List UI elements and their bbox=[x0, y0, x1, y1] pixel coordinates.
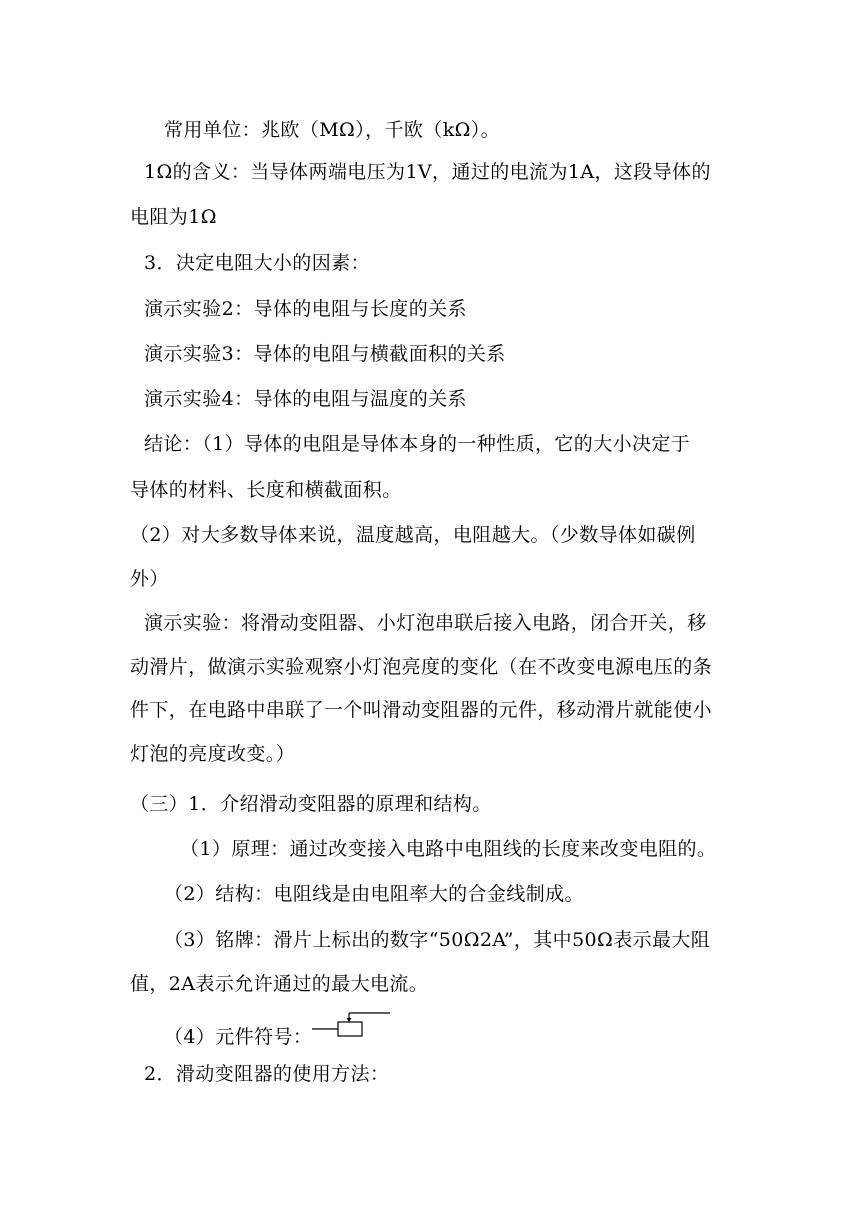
text-line-nameplate: （3）铭牌：滑片上标出的数字“50Ω2A”，其中50Ω表示最大阻 bbox=[164, 929, 711, 951]
text-line-units: 常用单位：兆欧（MΩ），千欧（kΩ）。 bbox=[164, 119, 501, 141]
text-line-demo-4: 演示实验4：导体的电阻与温度的关系 bbox=[144, 388, 467, 410]
text-line-conclusion-2-cont: 外） bbox=[130, 568, 169, 590]
text-line-symbol bbox=[164, 1017, 390, 1059]
text-line-structure: （2）结构：电阻线是由电阻率大的合金线制成。 bbox=[164, 883, 584, 905]
text-line-demo-rheostat-cont-3: 灯泡的亮度改变。） bbox=[130, 743, 296, 765]
text-line-conclusion-1: 结论：（1）导体的电阻是导体本身的一种性质，它的大小决定于 bbox=[144, 433, 691, 455]
text-line-demo-2: 演示实验2：导体的电阻与长度的关系 bbox=[144, 298, 467, 320]
text-line-conclusion-2: （2）对大多数导体来说，温度越高，电阻越大。（少数导体如碳例 bbox=[130, 524, 696, 546]
text-line-demo-rheostat-cont-1: 动滑片，做演示实验观察小灯泡亮度的变化（在不改变电源电压的条 bbox=[130, 656, 713, 678]
text-line-demo-rheostat: 演示实验：将滑动变阻器、小灯泡串联后接入电路，闭合开关，移 bbox=[144, 612, 707, 634]
heading-section-three: （三）1．介绍滑动变阻器的原理和结构。 bbox=[130, 793, 492, 815]
heading-usage: 2．滑动变阻器的使用方法： bbox=[144, 1063, 390, 1085]
text-line-principle: （1）原理：通过改变接入电路中电阻线的长度来改变电阻的。 bbox=[180, 838, 717, 860]
text-line-nameplate-cont: 值，2A表示允许通过的最大电流。 bbox=[130, 973, 429, 995]
symbol-label: （4）元件符号： bbox=[164, 1026, 313, 1048]
text-line-demo-rheostat-cont-2: 件下，在电路中串联了一个叫滑动变阻器的元件，移动滑片就能使小 bbox=[130, 699, 713, 721]
text-line-conclusion-1-cont: 导体的材料、长度和横截面积。 bbox=[130, 479, 402, 501]
text-line-ohm-meaning: 1Ω的含义：当导体两端电压为1V，通过的电流为1A，这段导体的 bbox=[144, 161, 711, 183]
text-line-ohm-meaning-cont: 电阻为1Ω bbox=[130, 206, 217, 228]
text-line-demo-3: 演示实验3：导体的电阻与横截面积的关系 bbox=[144, 343, 506, 365]
rheostat-symbol-icon bbox=[312, 1009, 390, 1051]
heading-factors: 3．决定电阻大小的因素： bbox=[144, 252, 370, 274]
